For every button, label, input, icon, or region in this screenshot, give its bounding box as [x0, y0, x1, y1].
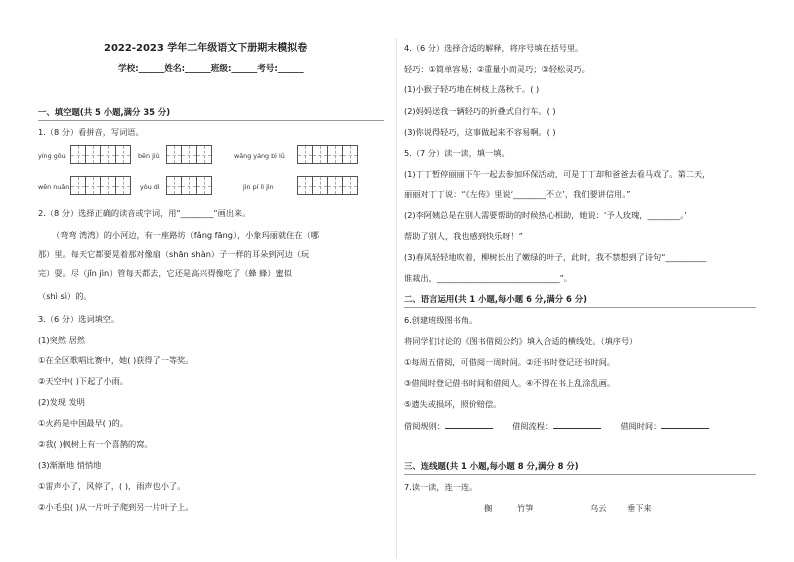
q4-line: (1)小猴子轻巧地在树枝上荡秋千。( ) — [404, 84, 540, 94]
q4-line: (2)妈妈送我一辆轻巧的折叠式自行车。( ) — [404, 106, 556, 116]
q3-line: ①火药是中国最早( )的。 — [38, 418, 129, 428]
q5-prompt: 5.（7 分）读一读，填一填。 — [404, 148, 510, 158]
q6-rule-item: ①每周五借阅，可借阅一周时间。②还书时登记还书时间。 — [404, 357, 616, 367]
writing-grid[interactable] — [297, 176, 357, 196]
q3-line: ②天空中( )下起了小雨。 — [38, 376, 129, 386]
fill-label-process: 借阅流程： — [512, 421, 554, 431]
q3-line: ②小毛虫( )从一片叶子爬到另一片叶子上。 — [38, 502, 194, 512]
q3-prompt: 3.（6 分）选词填空。 — [38, 314, 120, 324]
q2-line: （弯弯 湾湾）的小河边，有一座路坊（fǎng fāng），小象玛丽就住在（哪 — [52, 230, 319, 240]
section3-heading: 三、连线题(共 1 小题,每小题 8 分,满分 8 分) — [404, 461, 579, 471]
q6-rule-item: ③借阅时登记借书时间和借阅人。④不得在书上乱涂乱画。 — [404, 378, 616, 388]
q2-line: 那）里。每天它都要晃着那对像扇（shān shàn）子一样的耳朵到河边（玩 — [38, 249, 310, 259]
writing-grid[interactable] — [166, 145, 211, 165]
pinyin-label: yíng gōu — [38, 152, 66, 160]
q7-prompt: 7.读一读，连一连。 — [404, 482, 478, 492]
q4-line: (3)你说得轻巧，这事做起来不容易啊。( ) — [404, 127, 556, 137]
pinyin-label: wāng yáng bì lǜ — [234, 152, 285, 160]
q6-fill-row — [404, 419, 709, 432]
pinyin-label: yòu dì — [140, 183, 160, 191]
pinyin-label: bēn jiù — [138, 152, 160, 160]
q3-line: ①雷声小了，风停了，( )，雨声也小了。 — [38, 481, 186, 491]
q1-prompt: 1.（8 分）看拼音，写词语。 — [38, 127, 144, 137]
q4-prompt: 4.（6 分）选择合适的解释，将序号填在括号里。 — [404, 43, 584, 53]
q6-intro: 将同学们讨论的《图书借阅公约》填入合适的横线处。（填序号） — [404, 336, 638, 346]
match-word[interactable]: 垂下来 — [627, 503, 652, 513]
fill-label-rules: 借阅规则： — [404, 421, 445, 431]
fill-label-time: 借阅时间： — [620, 421, 662, 431]
exam-title: 2022-2023 学年二年级语文下册期末模拟卷 — [104, 43, 308, 54]
fill-blank-process[interactable] — [553, 419, 601, 429]
q3-line: ①在全区歌唱比赛中，她( )获得了一等奖。 — [38, 355, 194, 365]
q2-line: 完）耍。尽（jǐn jìn）管每天都去，它还是高兴得像吃了（蜂 蜂）蜜似 — [38, 268, 292, 278]
section1-rule — [38, 120, 384, 121]
q5-line: (2)李阿姨总是在别人需要帮助的时候热心相助，她说：‘予人玫瑰，________。’ — [404, 210, 687, 220]
writing-grid[interactable] — [297, 145, 357, 165]
fill-blank-time[interactable] — [661, 419, 709, 429]
q5-line: 帮助了别人，我也感到快乐呀！” — [404, 231, 523, 241]
q2-prompt: 2.（8 分）选择正确的读音或字词，用“________”画出来。 — [38, 208, 251, 218]
q6-rule-item: ⑤遗失或损坏，照价赔偿。 — [404, 399, 502, 409]
section3-rule — [404, 474, 756, 475]
column-divider — [396, 38, 397, 558]
fill-blank-rules[interactable] — [445, 419, 493, 429]
section2-heading: 二、语言运用(共 1 小题,每小题 6 分,满分 6 分) — [404, 294, 587, 304]
q3-line: (2)发现 发明 — [38, 397, 85, 407]
q2-line: （shì sì）的。 — [38, 291, 92, 301]
q6-prompt: 6.创建班级图书角。 — [404, 315, 478, 325]
q3-line: ②我( )枫树上有一个喜鹊的窝。 — [38, 439, 153, 449]
pinyin-label: jìn pí lì jìn — [243, 183, 274, 191]
writing-grid[interactable] — [166, 176, 211, 196]
section2-rule — [404, 307, 756, 308]
writing-grid[interactable] — [70, 176, 130, 196]
q3-line: (3)渐渐地 悄悄地 — [38, 460, 102, 470]
q5-line: (1)丁丁暂停丽丽下午一起去参加环保活动，可是丁丁却和爸爸去看马戏了。第二天， — [404, 169, 711, 179]
q4-line: 轻巧：①简单容易；②重量小而灵巧；③轻松灵巧。 — [404, 64, 590, 74]
match-word[interactable]: 竹笋 — [517, 503, 534, 513]
q5-line: 丽丽对丁丁说：“《左传》里说‘________不立’，我们要讲信用。” — [404, 189, 631, 199]
q5-line: (3)春风轻轻地吹着，柳树长出了嫩绿的叶子，此时，我不禁想到了诗句“__________ — [404, 252, 707, 262]
q5-line: 谁裁出，______________________________”。 — [404, 273, 572, 283]
writing-grid[interactable] — [70, 145, 130, 165]
match-word[interactable]: 搁 — [484, 503, 493, 513]
pinyin-label: wēn nuǎn — [38, 183, 70, 191]
section1-heading: 一、填空题(共 5 小题,满分 35 分) — [38, 107, 171, 117]
student-info-line: 学校:______姓名:______班级:______考号:______ — [118, 64, 304, 74]
match-word[interactable]: 乌云 — [590, 503, 607, 513]
q3-line: (1)突然 居然 — [38, 335, 85, 345]
